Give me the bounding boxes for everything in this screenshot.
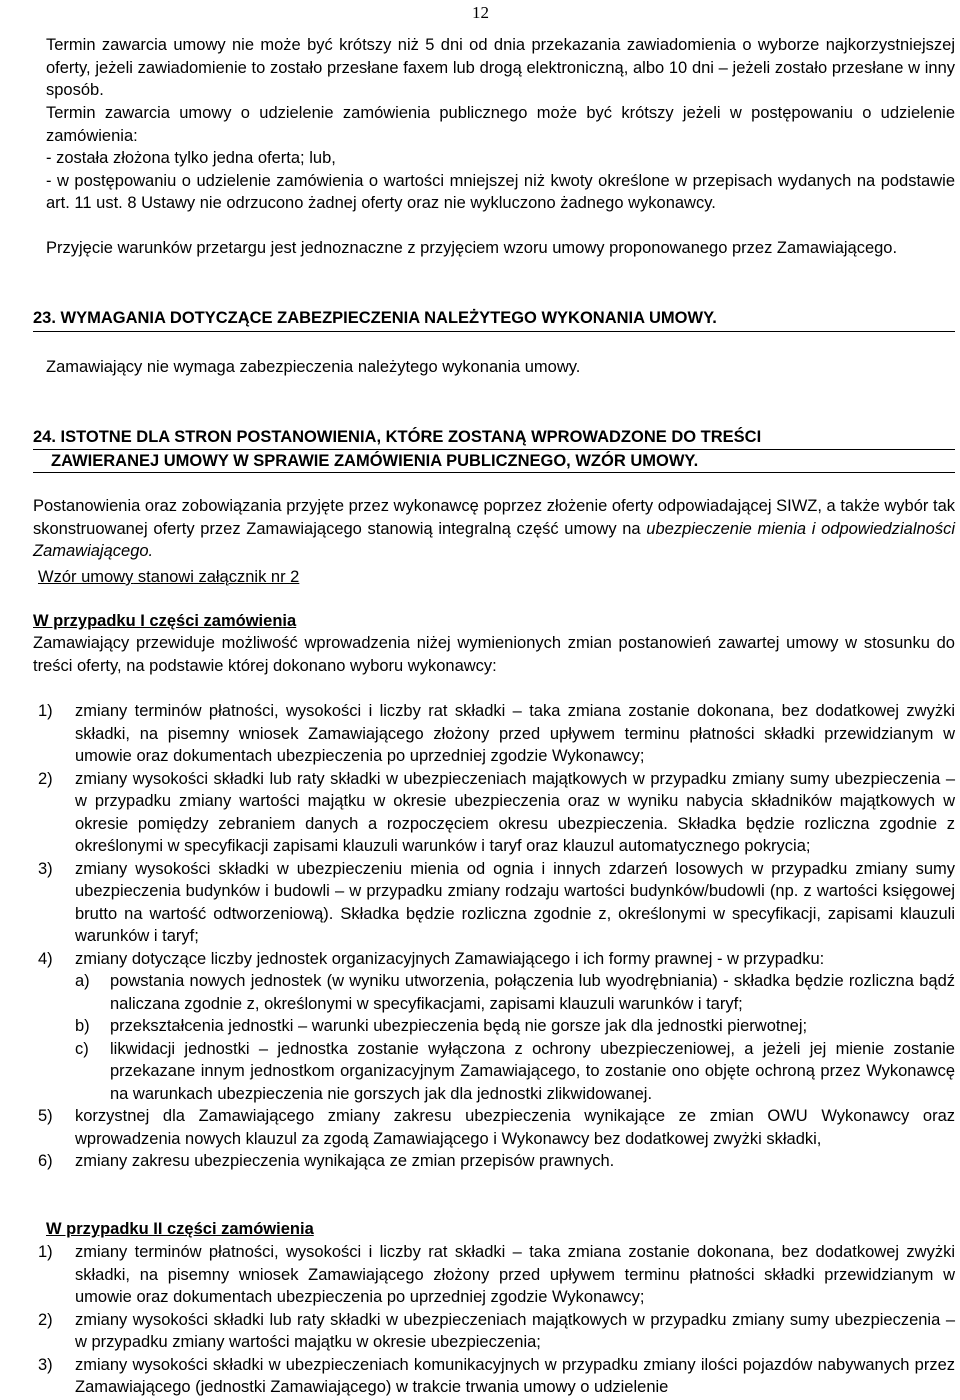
section-24-heading <box>33 426 955 474</box>
sublist-item <box>75 970 955 1015</box>
list-item-text: zmiany terminów płatności, wysokości i liczby rat składki – taka zmiana zostanie dokonana, bez dodatkowej zwyżki składki, na pisemny wniosek Zamawiającego złożony przed upływem terminu płatności składki przewidzianym w umowie oraz dokumentach ubezpieczenia po uprzedniej zgodzie Wykonawcy; <box>75 1243 955 1306</box>
part-1-title <box>33 610 633 633</box>
wzor-umowy-rest: stanowi załącznik nr 2 <box>133 568 300 586</box>
part-1-intro: Zamawiający przewiduje możliwość wprowadzenia niżej wymienionych zmian postanowień zawartej umowy w stosunku do treści oferty, na podstawie której dokonano wyboru wykonawcy: <box>33 634 955 675</box>
intro-paragraph-2 <box>46 102 955 215</box>
section-24-paragraph <box>33 495 955 563</box>
sublist-item-letter: c) <box>75 1039 89 1058</box>
sublist-item <box>75 1015 955 1038</box>
list-item-number: 6) <box>38 1152 53 1170</box>
list-item <box>38 1150 955 1173</box>
list-item-text: korzystnej dla Zamawiającego zmiany zakresu ubezpieczenia wynikające ze zmian OWU Wykonawcy oraz wprowadzenia nowych klauzul za zgodą Zamawiającego i Wykonawcy bez dodatkowej zwyżki składki, <box>75 1107 955 1148</box>
list-item-number: 3) <box>38 859 53 878</box>
section-24-paragraph-italic: ubezpieczenie mienia i odpowiedzialności Zamawiającego. <box>33 519 956 560</box>
wzor-umowy-line <box>38 566 938 589</box>
sublist-item-text: przekształcenia jednostki – warunki ubezpieczenia będą nie gorsze jak dla jednostki pierwotnej; <box>110 1017 808 1035</box>
sublist-item <box>75 1038 955 1106</box>
sublist-item-text: likwidacji jednostki – jednostka zostanie wyłączona z ochrony ubezpieczeniowej, a jeżeli jej mienie zostanie przekazane innym jednostkom organizacyjnym Zamawiającego, to zostanie ono objęte ochroną przez Wykonawcę na warunkach ubezpieczenia nie gorszych jak dla jednostki zlikwidowanej. <box>110 1039 955 1103</box>
section-24-heading-line-2: ZAWIERANEJ UMOWY W SPRAWIE ZAMÓWIENIA PUBLICZNEGO, WZÓR UMOWY. <box>33 450 955 474</box>
list-item-text: zmiany zakresu ubezpieczenia wynikająca ze zmian przepisów prawnych. <box>75 1152 615 1170</box>
list-item-text: zmiany wysokości składki w ubezpieczeniach komunikacyjnych w przypadku zmiany ilości pojazdów nabywanych przez Zamawiającego (jednostki Zamawiającego) w trakcie trwania umowy o udzielenie <box>75 1355 955 1396</box>
list-item-number: 3) <box>38 1355 53 1374</box>
list-item-text: zmiany wysokości składki lub raty składki w ubezpieczeniach majątkowych w przypadku zmiany sumy ubezpieczenia – w przypadku zmiany wartości majątku w okresie ubezpieczenia oraz w wyniku nabycia składników majątkowych w okresie pomiędzy zebraniem danych a rozpoczęciem okresu ubezpieczenia. Składka będzie rozliczna zgodnie z określonymi w specyfikacji zapisami klauzuli warunków i taryf oraz klauzul automatycznego pokrycia; <box>75 769 955 855</box>
list-item-number: 4) <box>38 949 53 968</box>
list-item <box>38 1309 955 1354</box>
list-item-number: 1) <box>38 702 53 720</box>
section-24-heading-line-1: 24. ISTOTNE DLA STRON POSTANOWIENIA, KTÓRE ZOSTANĄ WPROWADZONE DO TREŚCI <box>33 426 955 450</box>
part-1-list <box>38 700 955 1173</box>
list-item <box>38 700 955 768</box>
intro-paragraph-2-text: Termin zawarcia umowy o udzielenie zamówienia publicznego może być krótszy jeżeli w postępowaniu o udzielenie zamówienia: <box>46 104 955 145</box>
list-item <box>38 1105 955 1150</box>
list-item <box>38 768 955 858</box>
list-item <box>38 1354 955 1399</box>
list-item-number: 1) <box>38 1243 53 1261</box>
part-2-title-text: W przypadku II części zamówienia <box>46 1220 314 1238</box>
part-1-title-text: W przypadku I części zamówienia <box>33 612 297 630</box>
intro-paragraph-1: Termin zawarcia umowy nie może być krótszy niż 5 dni od dnia przekazania zawiadomienia o wyborze najkorzystniejszej oferty, jeżeli zawiadomienie to zostało przesłane faxem lub drogą elektroniczną, albo 10 dni – jeżeli zostało przesłane w inny sposób. <box>46 36 955 99</box>
list-item-text: zmiany dotyczące liczby jednostek organizacyjnych Zamawiającego i ich formy prawnej - w przypadku: <box>75 949 825 968</box>
part-2-list <box>38 1241 955 1399</box>
list-item-number: 2) <box>38 1310 53 1329</box>
sublist-item-text: powstania nowych jednostek (w wyniku utworzenia, połączenia lub wyodrębniania) - składka będzie rozliczna bądź naliczana zgodnie z, określonymi w specyfikacjami, zapisami klauzuli warunków i taryf; <box>110 972 955 1013</box>
section-23-heading: 23. WYMAGANIA DOTYCZĄCE ZABEZPIECZENIA NALEŻYTEGO WYKONANIA UMOWY. <box>33 307 955 332</box>
part-2-title <box>46 1218 646 1241</box>
list-item <box>38 858 955 948</box>
intro-paragraph-3: Przyjęcie warunków przetargu jest jednoznaczne z przyjęciem wzoru umowy proponowanego przez Zamawiającego. <box>46 239 898 257</box>
section-23-text: Zamawiający nie wymaga zabezpieczenia należytego wykonania umowy. <box>46 358 581 376</box>
sublist-item-letter: b) <box>75 1017 90 1035</box>
list-item <box>38 1241 955 1309</box>
sublist-item-letter: a) <box>75 972 90 990</box>
list-item-text: zmiany wysokości składki w ubezpieczeniu mienia od ognia i innych zdarzeń losowych w przypadku zmiany sumy ubezpieczenia budynków i budowli – w przypadku zmiany rodzaju wartości budynków/budowli (np. z wartości księgowej brutto na wartość odtworzeniową). Składka będzie rozliczna zgodnie z, określonymi w specyfikacji, zapisami klauzuli warunków i taryf; <box>75 859 955 945</box>
intro-condition-1: - została złożona tylko jedna oferta; lub, <box>46 149 336 167</box>
part-1-sublist <box>75 970 955 1105</box>
list-item-text: zmiany terminów płatności, wysokości i liczby rat składki – taka zmiana zostanie dokonana, bez dodatkowej zwyżki składki, na pisemny wniosek Zamawiającego złożony przed upływem terminu płatności składki przewidzianym w umowie oraz dokumentach ubezpieczenia po uprzedniej zgodzie Wykonawcy; <box>75 702 955 765</box>
intro-condition-2: - w postępowaniu o udzielenie zamówienia o wartości mniejszej niż kwoty określone w przepisach wydanych na podstawie art. 11 ust. 8 Ustawy nie odrzucono żadnej oferty oraz nie wykluczono żadnego wykonawcy. <box>46 171 955 212</box>
section-24-paragraph-text: Postanowienia oraz zobowiązania przyjęte przez wykonawcę poprzez złożenie oferty odpowiadającej SIWZ, a także wybór tak skonstruowanej oferty przez Zamawiającego stanowią integralną część umowy na <box>33 497 955 538</box>
list-item-number: 2) <box>38 769 53 788</box>
wzor-umowy-link[interactable]: Wzór umowy <box>38 568 134 586</box>
list-item-number: 5) <box>38 1107 53 1125</box>
list-item <box>38 948 955 1106</box>
list-item-text: zmiany wysokości składki lub raty składki w ubezpieczeniach majątkowych w przypadku zmiany sumy ubezpieczenia – w przypadku zmiany wartości majątku w okresie ubezpieczenia; <box>75 1310 955 1351</box>
page-number: 12 <box>472 3 489 22</box>
